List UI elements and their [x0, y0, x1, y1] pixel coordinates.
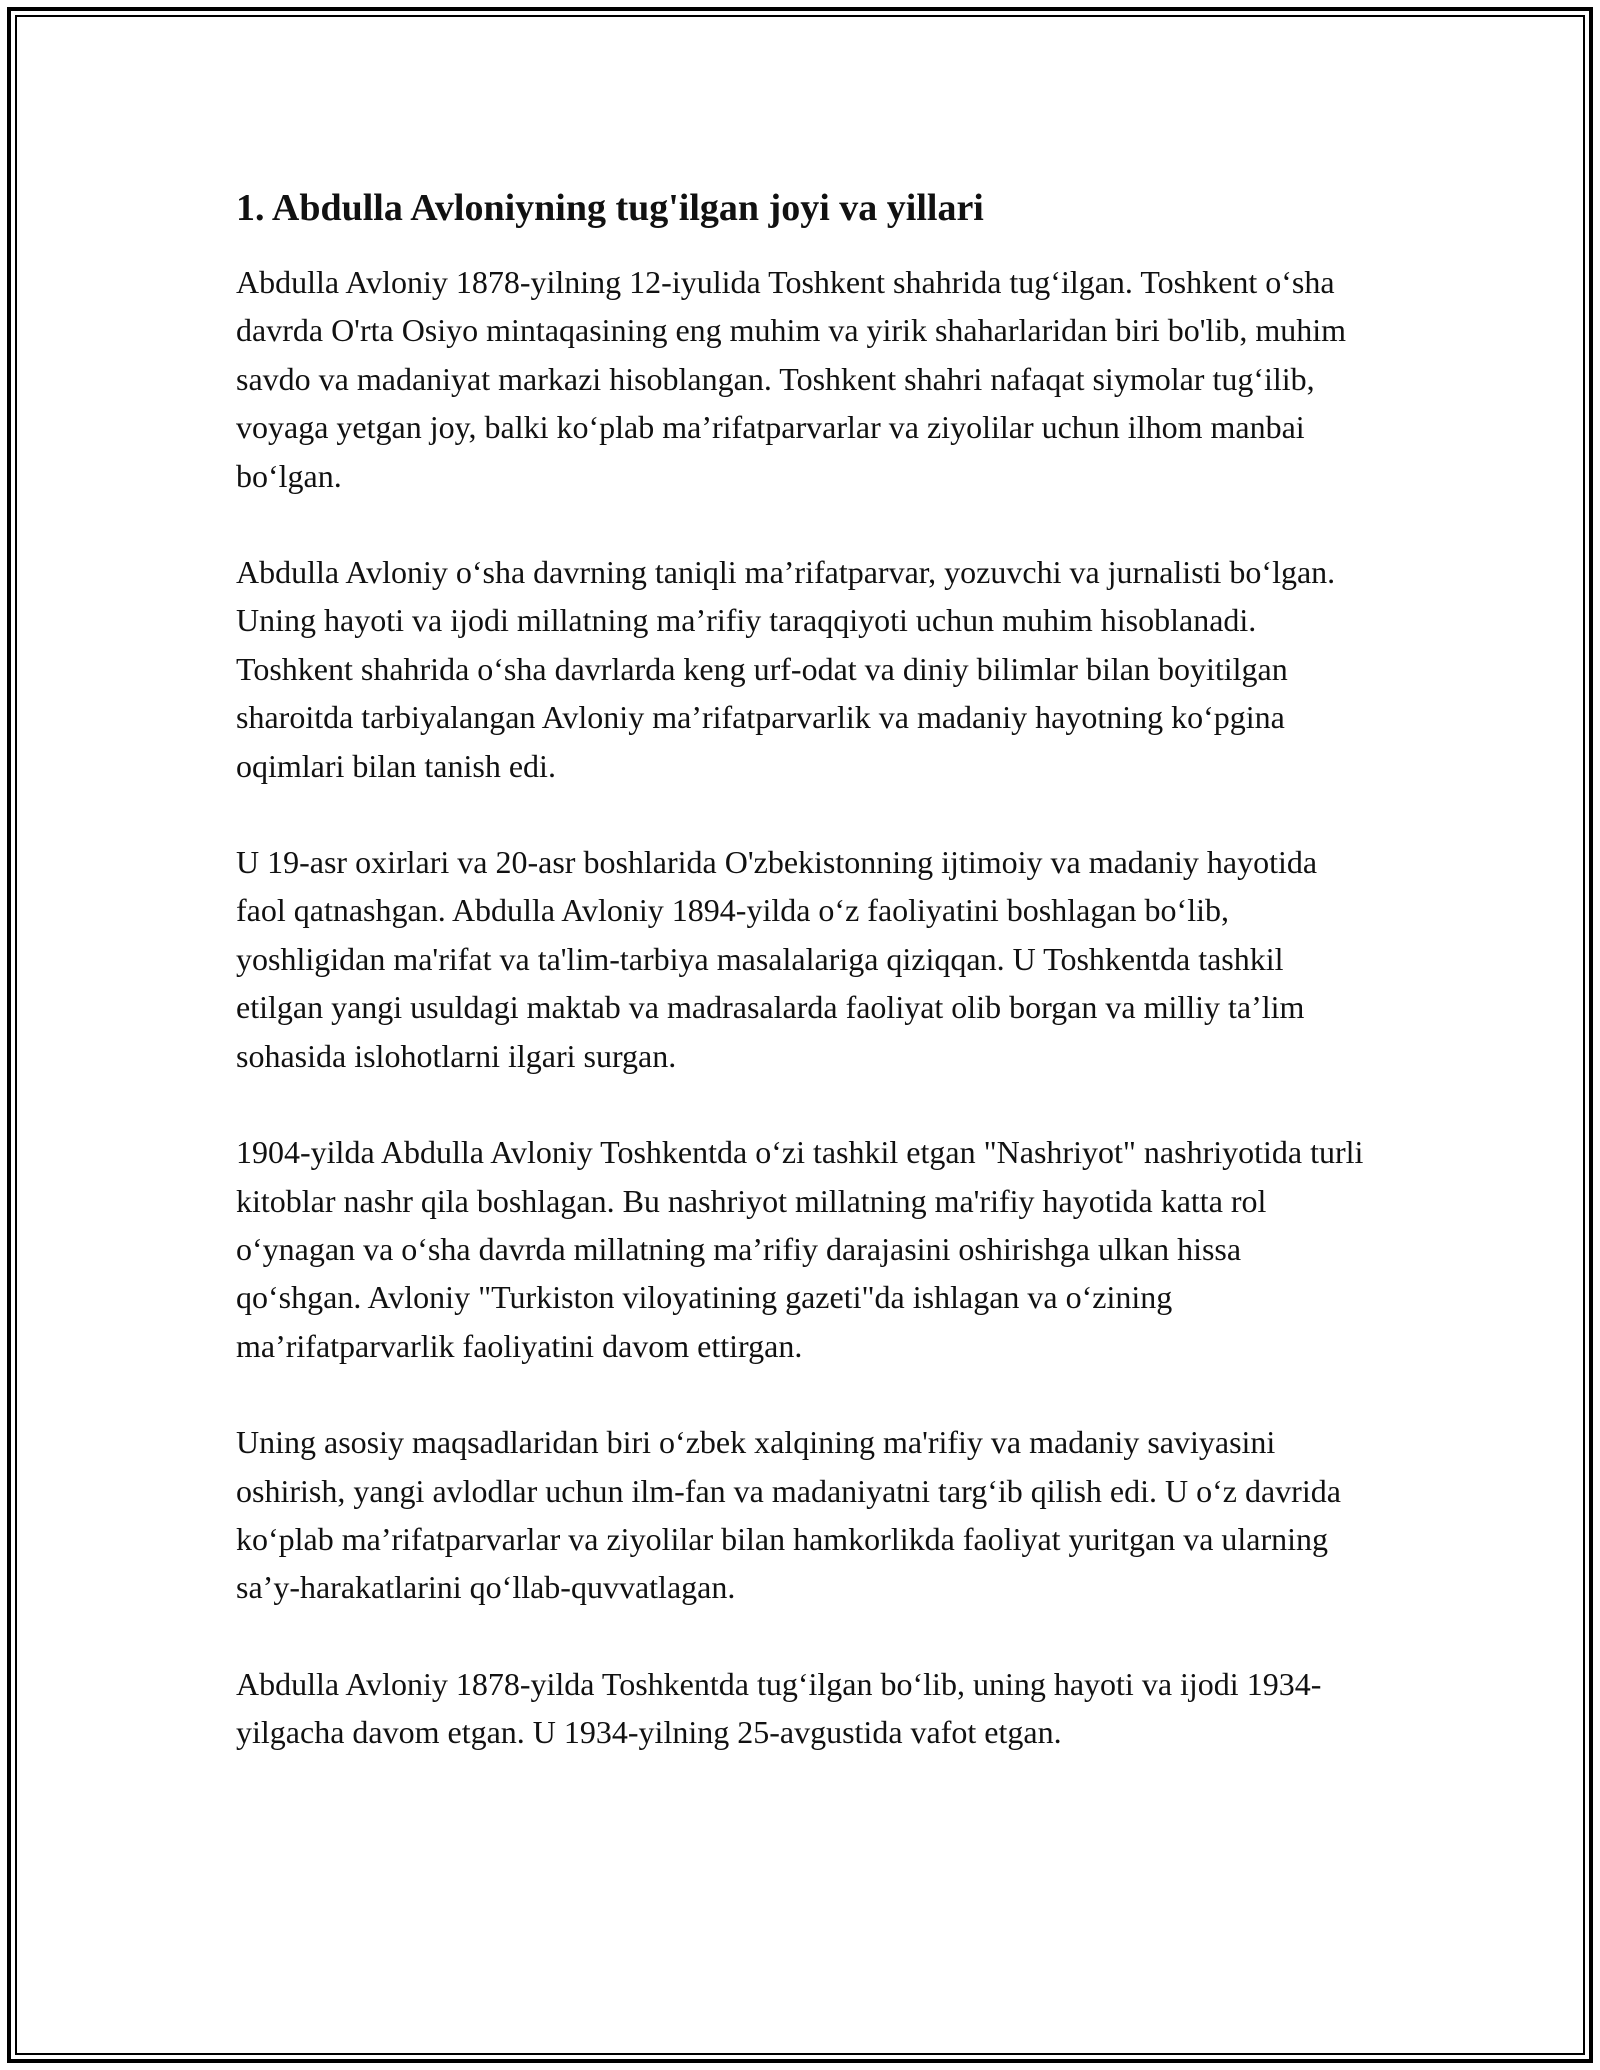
- paragraph-activity: U 19-asr oxirlari va 20-asr boshlarida O'zbekistonning ijtimoiy va madaniy hayotida faol qatnashgan. Abdulla Avloniy 1894-yilda o‘z faoliyatini boshlagan bo‘lib, yoshligidan ma'rifat va ta'lim-tarbiya masalalariga qiziqqan. U Toshkentda tashkil etilgan yangi usuldagi maktab va madrasalarda faoliyat olib borgan va milliy ta’lim sohasida islohotlarni ilgari surgan.: [236, 844, 1318, 1074]
- paragraph-birthplace: Abdulla Avloniy 1878-yilning 12-iyulida Toshkent shahrida tug‘ilgan. Toshkent o‘sha davrda O'rta Osiyo mintaqasining eng muhim va yirik shaharlaridan biri bo'lib, muhim savdo va madaniyat markazi hisoblangan. Toshkent shahri nafaqat siymolar tug‘ilib, voyaga yetgan joy, balki ko‘plab ma’rifatparvarlar va ziyolilar uchun ilhom manbai bo‘lgan.: [236, 264, 1346, 494]
- document-body: [236, 184, 1366, 1805]
- section-title: 1. Abdulla Avloniyning tug'ilgan joyi va yillari: [236, 187, 984, 229]
- paragraph-goals: Uning asosiy maqsadlaridan biri o‘zbek xalqining ma'rifiy va madaniy saviyasini oshirish, yangi avlodlar uchun ilm-fan va madaniyatni targ‘ib qilish edi. U o‘z davrida ko‘plab ma’rifatparvarlar va ziyolilar bilan hamkorlikda faoliyat yuritgan va ularning sa’y-harakatlarini qo‘llab-quvvatlagan.: [236, 1424, 1341, 1606]
- paragraph-publishing: 1904-yilda Abdulla Avloniy Toshkentda o‘zi tashkil etgan "Nashriyot" nashriyotida turli kitoblar nashr qila boshlagan. Bu nashriyot millatning ma'rifiy hayotida katta rol o‘ynagan va o‘sha davrda millatning ma’rifiy darajasini oshirishga ulkan hissa qo‘shgan. Avloniy "Turkiston viloyatining gazeti"da ishlagan va o‘zining ma’rifatparvarlik faoliyatini davom ettirgan.: [236, 1134, 1364, 1364]
- paragraph-enlightener: Abdulla Avloniy o‘sha davrning taniqli ma’rifatparvar, yozuvchi va jurnalisti bo‘lgan. Uning hayoti va ijodi millatning ma’rifiy taraqqiyoti uchun muhim hisoblanadi. Toshkent shahrida o‘sha davrlarda keng urf-odat va diniy bilimlar bilan boyitilgan sharoitda tarbiyalangan Avloniy ma’rifatparvarlik va madaniy hayotning ko‘pgina oqimlari bilan tanish edi.: [236, 554, 1336, 784]
- paragraph-lifespan: Abdulla Avloniy 1878-yilda Toshkentda tug‘ilgan bo‘lib, uning hayoti va ijodi 1934-yilgacha davom etgan. U 1934-yilning 25-avgustida vafot etgan.: [236, 1665, 1322, 1751]
